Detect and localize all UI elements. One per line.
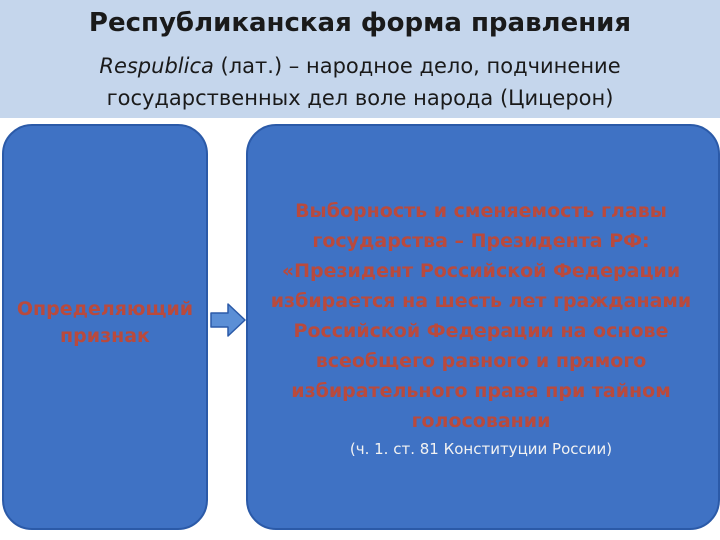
subtitle-definition: (лат.) – народное дело, подчинение государственных дел воле народа (Цицерон) xyxy=(106,54,621,110)
constitution-reference: (ч. 1. ст. 81 Конституции России) xyxy=(349,440,613,458)
feature-description-text: Выборность и сменяемость главы государства – Президента РФ: «Президент Российской Федерации избирается на шесть лет гражданами Российской Федерации на основе всеобщего равного и прямого избирательного права при тайном голосовании xyxy=(270,200,692,432)
page-subtitle xyxy=(30,50,690,114)
defining-feature-label: Определяющий признак xyxy=(16,298,194,347)
header-band xyxy=(0,0,720,118)
right-arrow-icon xyxy=(210,302,246,338)
subtitle-latin-term: Respublica xyxy=(99,54,214,78)
page-title: Республиканская форма правления xyxy=(88,8,632,38)
